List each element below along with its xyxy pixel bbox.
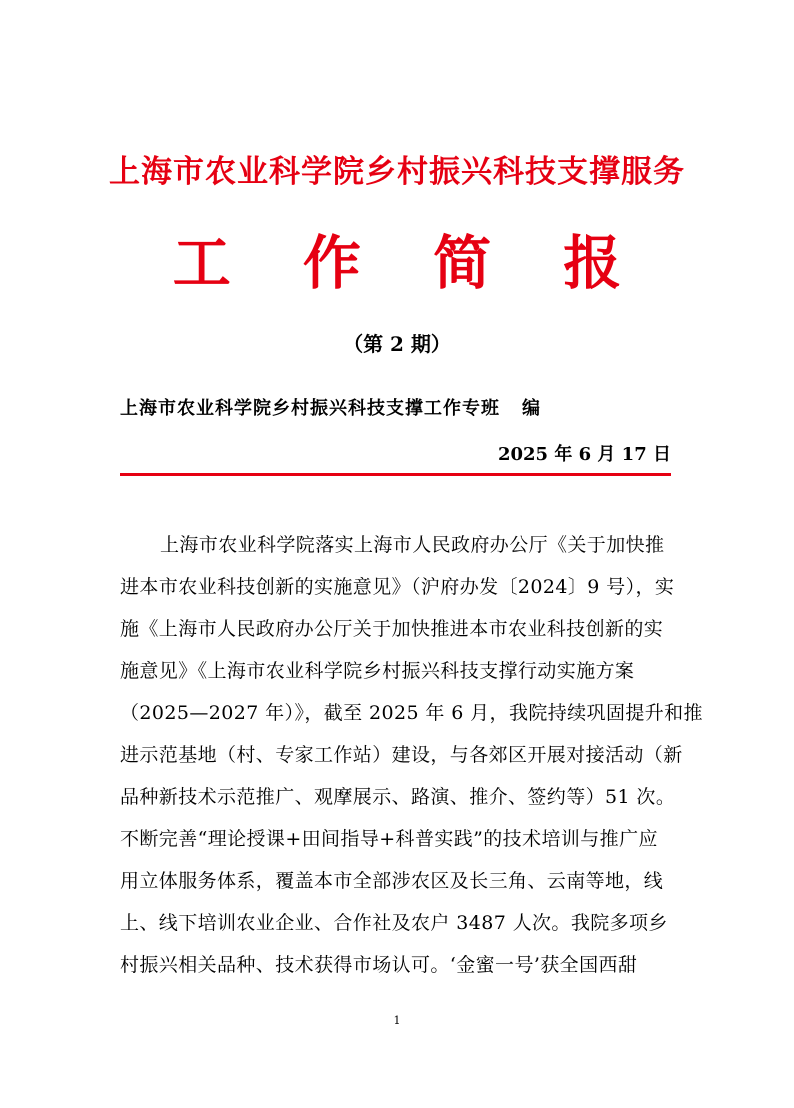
body-line: 上、线下培训农业企业、合作社及农户 3487 人次。我院多项乡 (120, 912, 668, 934)
editor-name: 上海市农业科学院乡村振兴科技支撑工作专班 (120, 398, 500, 419)
edit-mark: 编 (522, 398, 541, 419)
body-line: 品种新技术示范推广、观摩展示、路演、推介、签约等）51 次。 (120, 786, 676, 808)
page-number: 1 (393, 1014, 401, 1027)
organization-title: 上海市农业科学院乡村振兴科技支撑服务 (109, 154, 685, 190)
body-line: 施意见》《上海市农业科学院乡村振兴科技支撑行动实施方案 (120, 660, 635, 682)
body-line: 进示范基地（村、专家工作站）建设，与各郊区开展对接活动（新 (120, 744, 683, 766)
body-text (120, 524, 703, 986)
body-line: 上海市农业科学院落实上海市人民政府办公厅《关于加快推 (160, 534, 665, 556)
body-line: 村振兴相关品种、技术获得市场认可。‘金蜜一号’获全国西甜 (120, 954, 638, 976)
issue-date: 2025 年 6 月 17 日 (497, 444, 671, 465)
editor-line (120, 394, 541, 420)
body-line: 进本市农业科技创新的实施意见》（沪府办发〔2024〕9 号），实 (120, 576, 675, 598)
body-line: 用立体服务体系，覆盖本市全部涉农区及长三角、云南等地，线 (120, 870, 664, 892)
issue-number: （第 2 期） (343, 332, 451, 356)
body-line: （2025—2027 年）》，截至 2025 年 6 月，我院持续巩固提升和推 (120, 702, 703, 724)
body-line: 不断完善“理论授课+田间指导+科普实践”的技术培训与推广应 (120, 828, 658, 850)
red-divider (120, 473, 671, 476)
report-title: 工 作 简 报 (172, 229, 648, 297)
body-line: 施《上海市人民政府办公厅关于加快推进本市农业科技创新的实 (120, 618, 664, 640)
